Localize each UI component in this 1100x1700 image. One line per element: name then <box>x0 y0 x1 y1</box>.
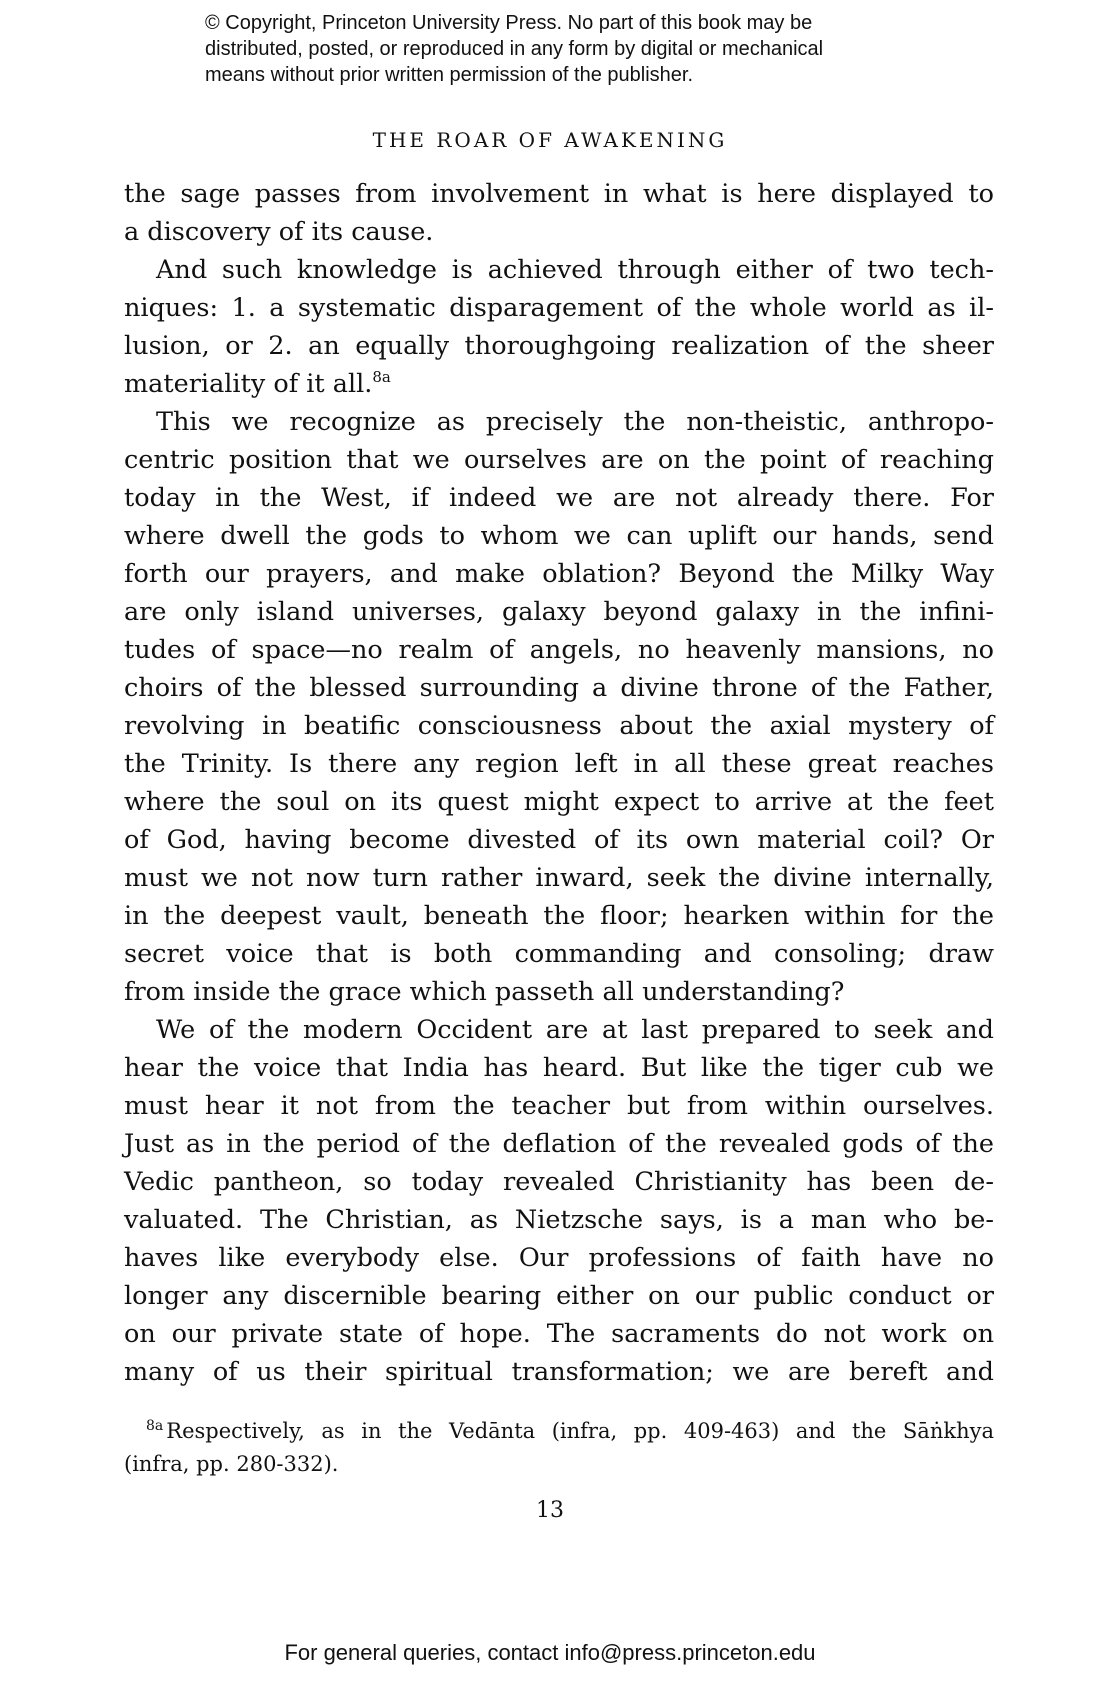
text-line: And such knowledge is achieved through either of two tech- <box>156 255 994 285</box>
text-line: of God, having become divested of its own material coil? Or <box>124 825 994 855</box>
text-line: where the soul on its quest might expect to arrive at the feet <box>124 787 994 817</box>
running-head: THE ROAR OF AWAKENING <box>372 128 728 152</box>
copyright-line: distributed, posted, or reproduced in any form by digital or mechanical <box>205 38 824 60</box>
footnote-marker: 8a <box>146 1418 164 1434</box>
footnote-reference[interactable]: 8a <box>372 368 391 386</box>
text-line: today in the West, if indeed we are not already there. For <box>124 483 994 513</box>
text-line: the sage passes from involvement in what is here displayed to <box>124 179 994 209</box>
text-line: many of us their spiritual transformation; we are bereft and <box>124 1357 994 1387</box>
text-line: where dwell the gods to whom we can uplift our hands, send <box>124 521 994 551</box>
text-line: centric position that we ourselves are on the point of reaching <box>124 445 994 475</box>
text-line-with-footnote-ref <box>124 365 994 403</box>
text-line: the Trinity. Is there any region left in all these great reaches <box>124 749 994 779</box>
text-line: tudes of space—no realm of angels, no heavenly mansions, no <box>124 635 994 665</box>
body-text <box>124 175 994 1391</box>
copyright-notice <box>205 10 925 88</box>
text-line: materiality of it all. <box>124 369 373 399</box>
text-line: Vedic pantheon, so today revealed Christianity has been de- <box>124 1167 994 1197</box>
footnote-text: Respectively, as in the Vedānta (infra, pp. 409-463) and the Sāṅkhya <box>166 1419 994 1443</box>
text-line: hear the voice that India has heard. But like the tiger cub we <box>124 1053 994 1083</box>
text-line: We of the modern Occident are at last prepared to seek and <box>156 1015 994 1045</box>
text-line: haves like everybody else. Our professions of faith have no <box>124 1243 994 1273</box>
text-line: forth our prayers, and make oblation? Beyond the Milky Way <box>124 559 994 589</box>
text-line: must hear it not from the teacher but from within ourselves. <box>124 1091 994 1121</box>
copyright-line: © Copyright, Princeton University Press. No part of this book may be <box>205 12 813 34</box>
text-line: Just as in the period of the deflation of the revealed gods of the <box>124 1129 994 1159</box>
footnote <box>124 1415 994 1481</box>
text-line: a discovery of its cause. <box>124 217 434 247</box>
text-line: valuated. The Christian, as Nietzsche says, is a man who be- <box>124 1205 994 1235</box>
text-line: revolving in beatific consciousness about the axial mystery of <box>124 711 994 741</box>
text-line: This we recognize as precisely the non-theistic, anthropo- <box>156 407 994 437</box>
text-line: must we not now turn rather inward, seek the divine internally, <box>124 863 994 893</box>
text-line: lusion, or 2. an equally thoroughgoing realization of the sheer <box>124 331 994 361</box>
text-line: secret voice that is both commanding and consoling; draw <box>124 939 994 969</box>
text-line: are only island universes, galaxy beyond galaxy in the infini- <box>124 597 994 627</box>
page-number: 13 <box>536 1498 564 1523</box>
contact-footer: For general queries, contact info@press.princeton.edu <box>284 1640 816 1665</box>
text-line: on our private state of hope. The sacraments do not work on <box>124 1319 994 1349</box>
text-line: choirs of the blessed surrounding a divine throne of the Father, <box>124 673 994 703</box>
footnote-line: (infra, pp. 280-332). <box>124 1452 339 1476</box>
copyright-line: means without prior written permission of the publisher. <box>205 64 694 86</box>
text-line: from inside the grace which passeth all understanding? <box>124 977 845 1007</box>
text-line: longer any discernible bearing either on our public conduct or <box>124 1281 994 1311</box>
text-line: in the deepest vault, beneath the floor; hearken within for the <box>124 901 994 931</box>
text-line: niques: 1. a systematic disparagement of the whole world as il- <box>124 293 994 323</box>
footnote-line <box>124 1415 994 1448</box>
